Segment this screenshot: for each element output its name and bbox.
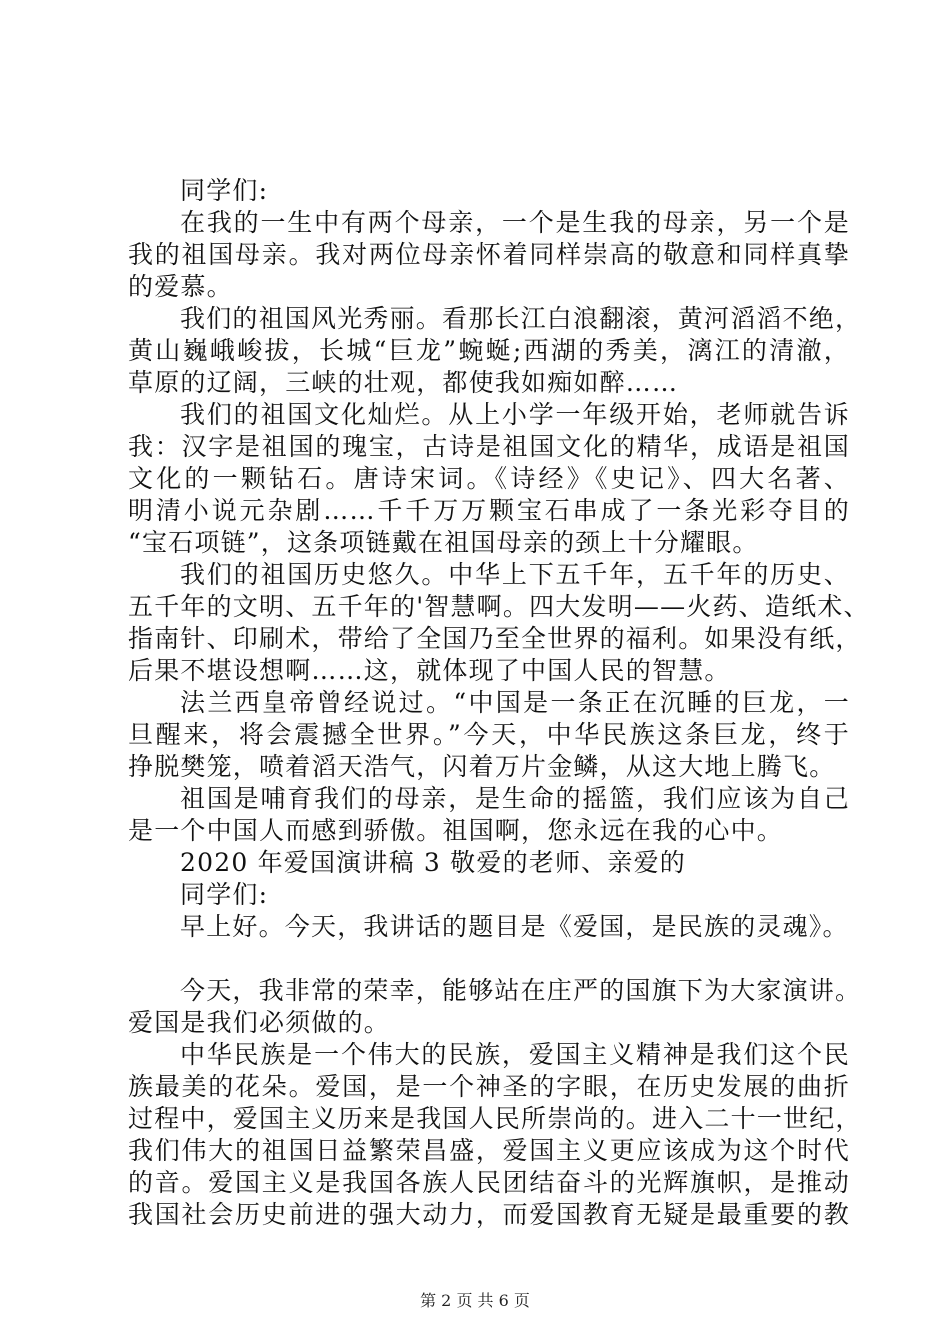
text-line: 的爱慕。 — [128, 272, 233, 301]
text-line: 早上好。今天，我讲话的题目是《爱国，是民族的灵魂》。 — [180, 912, 849, 941]
text-line: 族最美的花朵。爱国，是一个神圣的字眼，在历史发展的曲折 — [128, 1072, 850, 1101]
text-line: 爱国是我们必须做的。 — [128, 1008, 391, 1037]
text-line: 我：汉字是祖国的瑰宝，古诗是祖国文化的精华，成语是祖国 — [128, 432, 850, 461]
text-line: 我们伟大的祖国日益繁荣昌盛，爱国主义更应该成为这个时代 — [128, 1136, 850, 1165]
text-line: 黄山巍峨峻拔，长城“巨龙”蜿蜒;西湖的秀美，漓江的清澈， — [128, 336, 850, 365]
text-line: 是一个中国人而感到骄傲。祖国啊，您永远在我的心中。 — [128, 816, 784, 845]
text-line: 法兰西皇帝曾经说过。“中国是一条正在沉睡的巨龙，一 — [180, 688, 850, 717]
page-number: 第 2 页 共 6 页 — [420, 1291, 530, 1310]
text-line: 五千年的文明、五千年的'智慧啊。四大发明——火药、造纸术、 — [128, 592, 870, 621]
text-line: 的音。爱国主义是我国各族人民团结奋斗的光辉旗帜，是推动 — [128, 1168, 850, 1197]
text-line: 挣脱樊笼，喷着滔天浩气，闪着万片金鳞，从这大地上腾飞。 — [128, 752, 836, 781]
section-heading: 2020 年爱国演讲稿 3 敬爱的老师、亲爱的 — [180, 848, 686, 877]
text-line: 明清小说元杂剧……千千万万颗宝石串成了一条光彩夺目的 — [128, 496, 850, 525]
text-line: 今天，我非常的荣幸，能够站在庄严的国旗下为大家演讲。 — [180, 976, 862, 1005]
salutation: 同学们: — [180, 880, 269, 909]
salutation: 同学们: — [180, 176, 269, 205]
text-line: 后果不堪设想啊……这，就体现了中国人民的智慧。 — [128, 656, 731, 685]
text-line: 在我的一生中有两个母亲，一个是生我的母亲，另一个是 — [180, 208, 850, 237]
text-line: 过程中，爱国主义历来是我国人民所崇尚的。进入二十一世纪， — [128, 1104, 862, 1133]
text-line: 我们的祖国文化灿烂。从上小学一年级开始，老师就告诉 — [180, 400, 850, 429]
text-line: 指南针、印刷术，带给了全国乃至全世界的福利。如果没有纸， — [128, 624, 862, 653]
text-line: 我们的祖国历史悠久。中华上下五千年，五千年的历史、 — [180, 560, 850, 589]
text-line: 祖国是哺育我们的母亲，是生命的摇篮，我们应该为自己 — [180, 784, 850, 813]
text-line: 我的祖国母亲。我对两位母亲怀着同样崇高的敬意和同样真挚 — [128, 240, 850, 269]
text-line: 我国社会历史前进的强大动力，而爱国教育无疑是最重要的教 — [128, 1200, 850, 1229]
text-line: 我们的祖国风光秀丽。看那长江白浪翻滚，黄河滔滔不绝， — [180, 304, 862, 333]
text-line: 中华民族是一个伟大的民族，爱国主义精神是我们这个民 — [180, 1040, 850, 1069]
text-line: 旦醒来，将会震撼全世界。”今天，中华民族这条巨龙，终于 — [128, 720, 850, 749]
text-line: 草原的辽阔，三峡的壮观，都使我如痴如醉…… — [128, 368, 679, 397]
text-line: “宝石项链”，这条项链戴在祖国母亲的颈上十分耀眼。 — [128, 528, 759, 557]
text-line: 文化的一颗钻石。唐诗宋词。《诗经》《史记》、四大名著、 — [128, 464, 850, 493]
